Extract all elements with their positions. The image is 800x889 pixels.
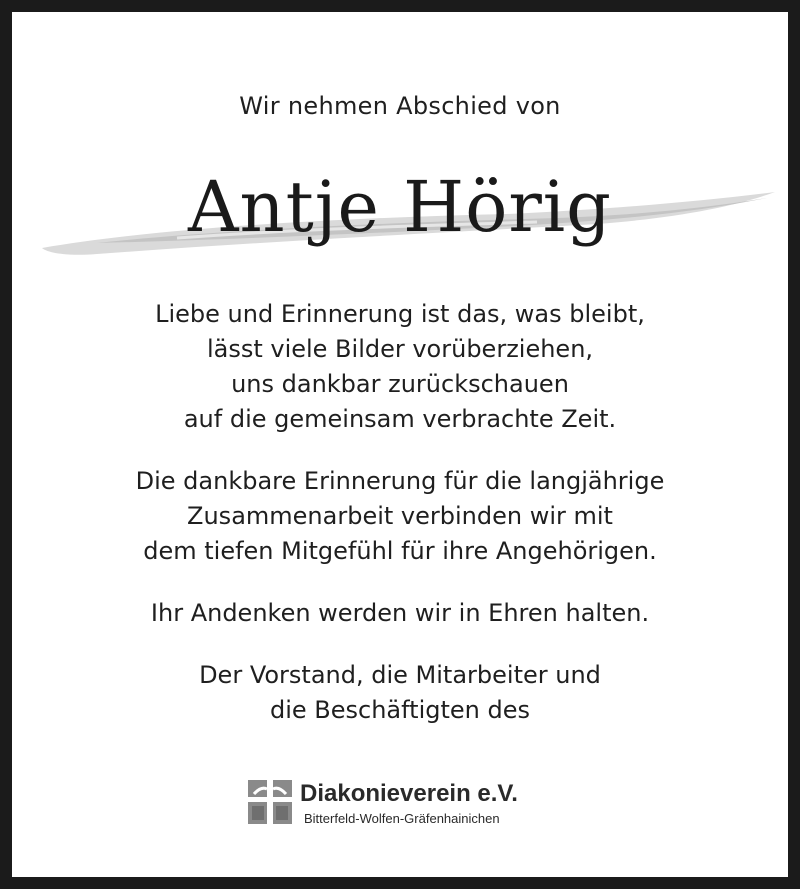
stanza-gratitude	[12, 464, 788, 569]
stanza-poem	[12, 297, 788, 437]
organization-location: Bitterfeld-Wolfen-Gräfenhainichen	[304, 811, 500, 826]
stanza-line: Zusammenarbeit verbinden wir mit	[187, 502, 613, 530]
stanza-signatories	[12, 658, 788, 728]
organization-name: Diakonieverein e.V.	[300, 780, 518, 807]
stanza-line: dem tiefen Mitgefühl für ihre Angehörigen.	[143, 537, 657, 565]
stanza-line: uns dankbar zurückschauen	[231, 370, 569, 398]
body-text	[12, 297, 788, 755]
stanza-line: Der Vorstand, die Mitarbeiter und	[199, 661, 601, 689]
stanza-line: Liebe und Erinnerung ist das, was bleibt,	[155, 300, 645, 328]
stanza-line: Ihr Andenken werden wir in Ehren halten.	[150, 599, 650, 627]
deceased-name: Antje Hörig	[188, 166, 612, 248]
organization-text	[300, 780, 518, 827]
stanza-line: die Beschäftigten des	[269, 696, 530, 724]
stanza-line: lässt viele Bilder vorüberziehen,	[206, 335, 594, 363]
stanza-line: auf die gemeinsam verbrachte Zeit.	[183, 405, 617, 433]
intro-text: Wir nehmen Abschied von	[239, 92, 561, 120]
stanza-line: Die dankbare Erinnerung für die langjährige	[135, 467, 665, 495]
diakonie-cross-icon	[248, 780, 292, 824]
stanza-remembrance	[12, 596, 788, 631]
organization-logo	[248, 780, 518, 827]
